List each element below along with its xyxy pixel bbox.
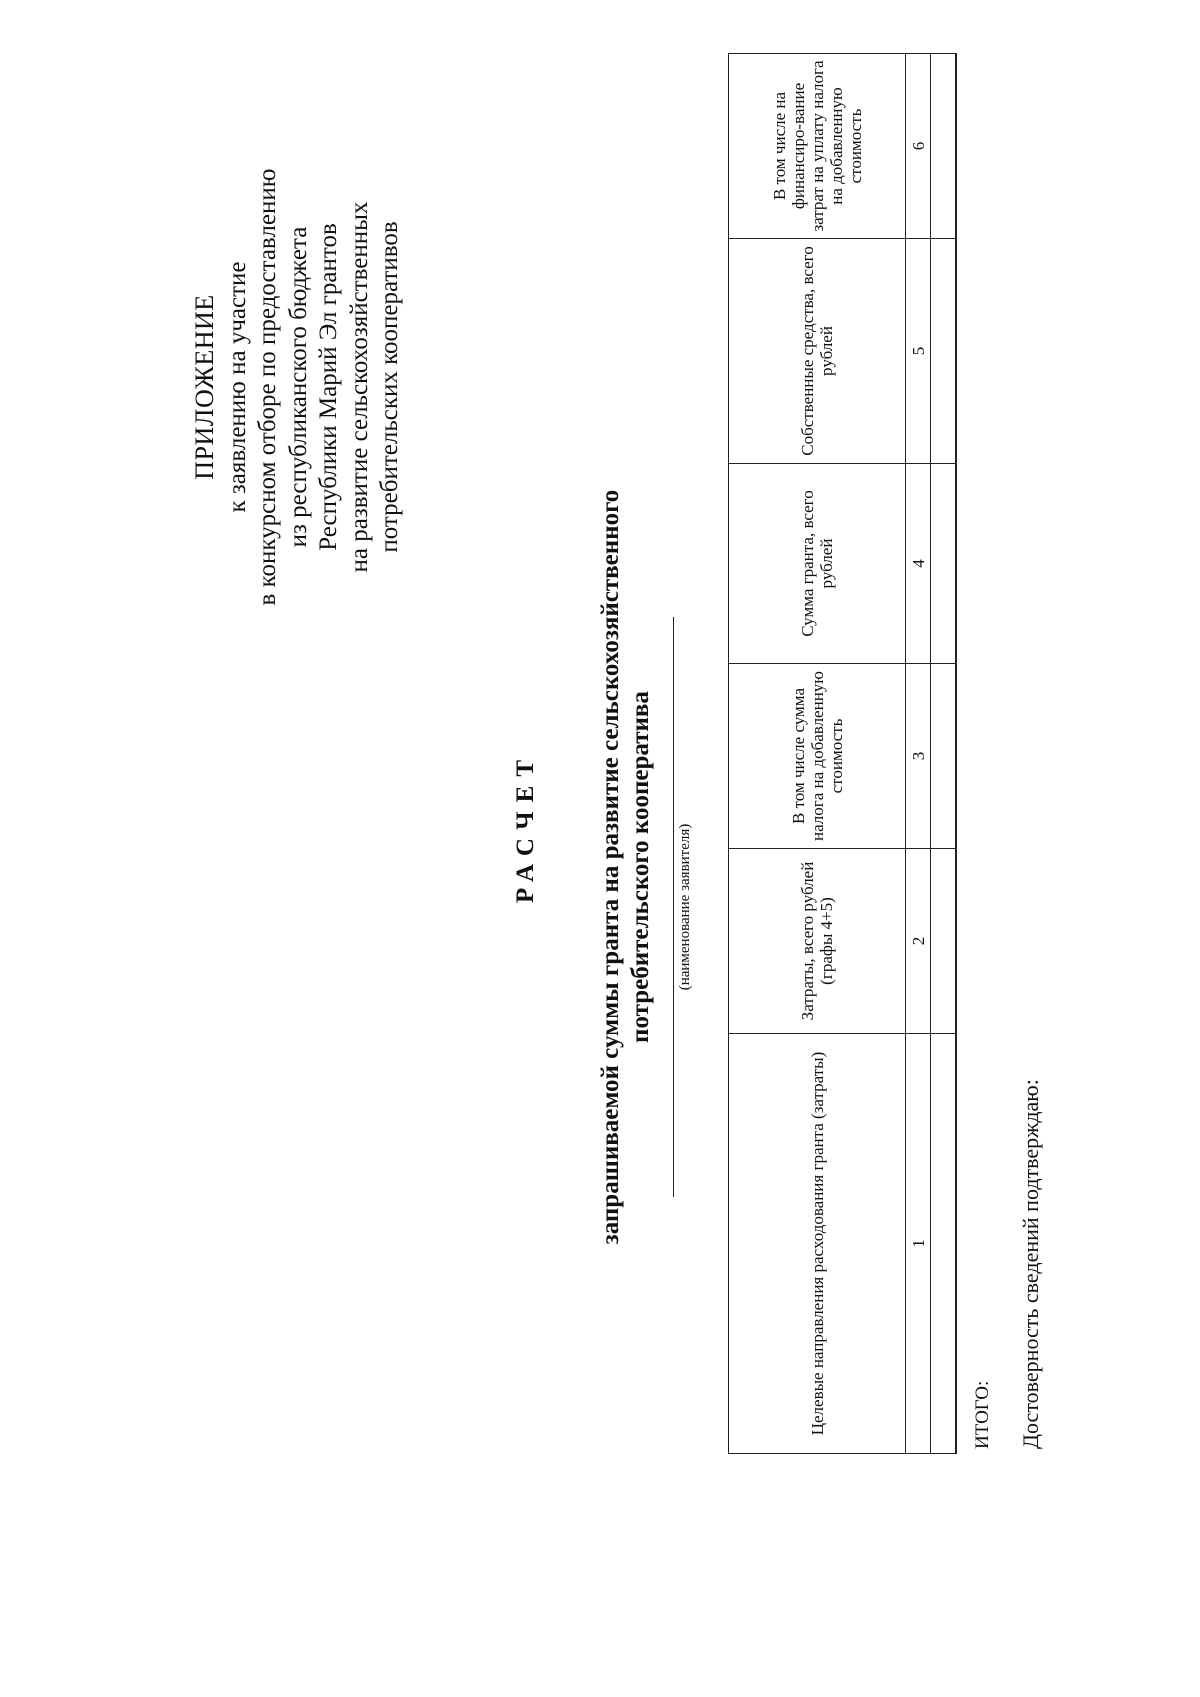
confirmation-text: Достоверность сведений подтверждаю: <box>1018 1079 1043 1449</box>
document-subtitle <box>596 417 656 1317</box>
table-cell <box>931 54 957 239</box>
table-header-row <box>729 54 906 1454</box>
column-number: 2 <box>906 849 931 1034</box>
subtitle-line: запрашиваемой суммы гранта на развитие сельскохозяйственного <box>597 489 624 1245</box>
appendix-line: на развитие сельскохозяйственных <box>345 201 373 573</box>
header-own-funds: Собственные средства, всего рублей <box>729 239 906 464</box>
subtitle-line: потребительского кооператива <box>627 691 654 1043</box>
header-grant-amount: Сумма гранта, всего рублей <box>729 464 906 664</box>
header-vat-financing: В том числе на финансиро-вание затрат на уплату налога на добавленную стоимость <box>729 54 906 239</box>
appendix-title: ПРИЛОЖЕНИЕ <box>190 294 219 480</box>
column-number: 6 <box>906 54 931 239</box>
appendix-block <box>190 107 406 667</box>
column-number: 4 <box>906 464 931 664</box>
header-total-costs: Затраты, всего рублей (графы 4+5) <box>729 849 906 1034</box>
table-cell <box>931 464 957 664</box>
appendix-line: из республиканского бюджета <box>284 226 312 548</box>
document-title: РАСЧЕТ <box>512 751 539 904</box>
appendix-line: Республики Марий Эл грантов <box>315 223 342 551</box>
appendix-line: в конкурсном отборе по предоставлению <box>254 168 281 606</box>
table-cell <box>931 1034 957 1454</box>
grant-calculation-table <box>728 53 957 1454</box>
applicant-name-field: (наименование заявителя) <box>673 617 694 1197</box>
table-row <box>931 54 957 1454</box>
appendix-line: к заявлению на участие <box>223 261 251 513</box>
table-cell <box>931 239 957 464</box>
appendix-line: потребительских кооперативов <box>376 221 403 553</box>
column-number-row <box>906 54 931 1454</box>
table-cell <box>931 849 957 1034</box>
header-target-directions: Целевые направления расходования гранта (затраты) <box>729 1034 906 1454</box>
table-cell <box>931 664 957 849</box>
column-number: 5 <box>906 239 931 464</box>
column-number: 1 <box>906 1034 931 1454</box>
total-label: ИТОГО: <box>972 1380 993 1449</box>
header-vat-amount: В том числе сумма налога на добавленную стоимость <box>729 664 906 849</box>
column-number: 3 <box>906 664 931 849</box>
